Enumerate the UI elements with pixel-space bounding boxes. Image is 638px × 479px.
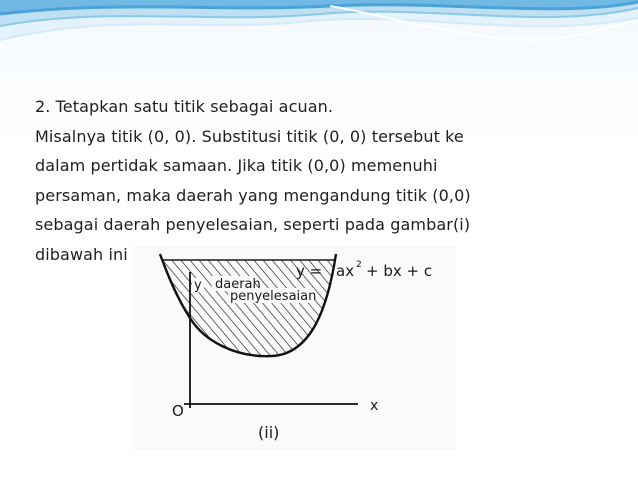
header-wave-decoration [0, 0, 638, 80]
y-axis-label: y [194, 278, 202, 293]
body-line-1: 2. Tetapkan satu titik sebagai acuan. [35, 97, 334, 116]
parabola-diagram [132, 246, 456, 450]
equation-exponent: 2 [356, 260, 362, 270]
figure-caption: (ii) [258, 423, 280, 442]
equation-prefix: y = [296, 262, 323, 280]
equation-rest: + bx + c [366, 262, 433, 280]
region-label-line1: daerah [215, 277, 261, 292]
body-line-3: dalam pertidak samaan. Jika titik (0,0) memenuhi [35, 156, 438, 175]
parabola-figure [132, 246, 456, 450]
region-label-line2: penyelesaian [230, 289, 317, 304]
origin-label: O [172, 402, 184, 420]
body-line-4: persaman, maka daerah yang mengandung titik (0,0) [35, 185, 471, 205]
body-text [35, 92, 615, 269]
x-axis-label: x [370, 398, 379, 414]
body-line-2: Misalnya titik (0, 0). Substitusi titik (0, 0) tersebut ke [35, 126, 464, 146]
equation-ax: ax [336, 262, 355, 280]
body-line-6: dibawah ini [35, 244, 128, 264]
body-line-5: sebagai daerah penyelesaian, seperti pada gambar(i) [35, 215, 471, 234]
